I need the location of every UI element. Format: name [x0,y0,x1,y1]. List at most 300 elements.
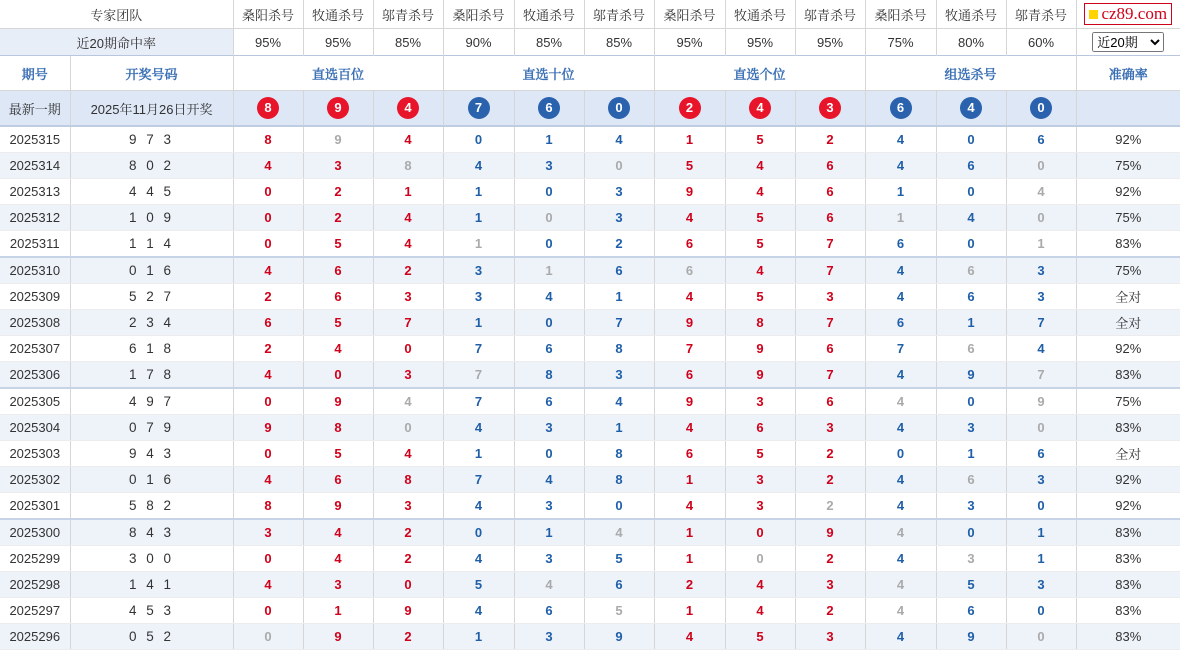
kill-number: 7 [1006,362,1076,389]
kill-number: 8 [373,467,443,493]
issue-number: 2025303 [0,441,70,467]
kill-number: 3 [514,493,584,520]
kill-number: 4 [865,493,936,520]
table-row [0,388,1180,415]
kill-number: 7 [443,362,514,389]
kill-number: 3 [514,415,584,441]
table-row [0,519,1180,546]
kill-number: 6 [936,284,1006,310]
table-row [0,153,1180,179]
issue-number: 2025311 [0,231,70,258]
kill-number: 6 [865,310,936,336]
kill-number: 6 [936,257,1006,284]
draw-number: 5 8 2 [70,493,233,520]
kill-number: 9 [936,362,1006,389]
hit-rate-value: 85% [514,29,584,56]
hit-rate-value: 95% [725,29,795,56]
kill-number: 7 [584,310,654,336]
issue-number: 2025297 [0,598,70,624]
table-row [0,231,1180,258]
kill-number: 0 [514,231,584,258]
kill-number: 3 [514,624,584,650]
latest-pick-ball: 0 [608,97,630,119]
kill-number: 4 [865,362,936,389]
issue-number: 2025307 [0,336,70,362]
expert-name: 邬青杀号 [1006,0,1076,29]
kill-number: 3 [936,546,1006,572]
expert-name: 邬青杀号 [373,0,443,29]
latest-pick-ball: 8 [257,97,279,119]
kill-number: 5 [725,441,795,467]
kill-number: 1 [443,441,514,467]
latest-issue-row [0,91,1180,127]
logo-square-icon [1089,10,1098,19]
kill-number: 0 [373,415,443,441]
kill-number: 3 [303,153,373,179]
kill-number: 3 [584,179,654,205]
hit-rate-label: 近20期命中率 [0,29,233,56]
kill-number: 0 [233,624,303,650]
kill-number: 4 [654,284,725,310]
kill-number: 4 [373,126,443,153]
kill-number: 3 [936,415,1006,441]
kill-number: 1 [654,467,725,493]
kill-number: 1 [584,284,654,310]
hit-rate-value: 95% [233,29,303,56]
kill-number: 4 [865,415,936,441]
kill-number: 5 [725,624,795,650]
col-hundreds: 直选百位 [233,56,443,91]
hit-rate-value: 90% [443,29,514,56]
expert-name: 桑阳杀号 [654,0,725,29]
kill-number: 2 [654,572,725,598]
kill-number: 2 [795,493,865,520]
kill-number: 4 [865,388,936,415]
kill-number: 4 [443,415,514,441]
issue-number: 2025312 [0,205,70,231]
issue-number: 2025302 [0,467,70,493]
kill-number: 0 [1006,153,1076,179]
kill-number: 6 [1006,126,1076,153]
kill-number: 3 [725,467,795,493]
kill-number: 0 [233,205,303,231]
expert-name: 邬青杀号 [795,0,865,29]
draw-number: 9 7 3 [70,126,233,153]
kill-number: 3 [373,362,443,389]
site-logo[interactable] [1084,3,1172,25]
accuracy-value: 83% [1076,362,1180,389]
kill-number: 7 [443,467,514,493]
issue-number: 2025300 [0,519,70,546]
kill-number: 4 [936,205,1006,231]
kill-number: 4 [514,572,584,598]
kill-number: 3 [1006,572,1076,598]
kill-number: 4 [584,126,654,153]
accuracy-value: 92% [1076,179,1180,205]
kill-number: 6 [303,257,373,284]
kill-number: 4 [233,362,303,389]
period-select-cell [1076,29,1180,56]
kill-number: 7 [865,336,936,362]
kill-number: 1 [1006,546,1076,572]
draw-number: 4 5 3 [70,598,233,624]
draw-number: 0 1 6 [70,257,233,284]
hit-rate-value: 80% [936,29,1006,56]
draw-number: 6 1 8 [70,336,233,362]
kill-number: 9 [725,362,795,389]
accuracy-value: 75% [1076,388,1180,415]
kill-number: 8 [725,310,795,336]
kill-number: 4 [865,546,936,572]
kill-number: 0 [584,153,654,179]
kill-number: 9 [795,519,865,546]
kill-number: 4 [373,205,443,231]
kill-number: 2 [373,519,443,546]
col-units: 直选个位 [654,56,865,91]
kill-number: 2 [795,598,865,624]
kill-number: 0 [1006,493,1076,520]
col-draw: 开奖号码 [70,56,233,91]
kill-number: 6 [936,598,1006,624]
kill-number: 2 [795,467,865,493]
issue-number: 2025314 [0,153,70,179]
hit-rate-row [0,29,1180,56]
kill-number: 7 [795,257,865,284]
kill-number: 1 [443,310,514,336]
kill-number: 1 [865,205,936,231]
kill-number: 0 [233,179,303,205]
kill-number: 2 [795,126,865,153]
expert-team-label: 专家团队 [0,0,233,29]
accuracy-value: 83% [1076,519,1180,546]
latest-accuracy-empty [1076,91,1180,127]
kill-number: 1 [443,624,514,650]
kill-number: 4 [865,519,936,546]
kill-number: 4 [373,388,443,415]
expert-name: 桑阳杀号 [233,0,303,29]
kill-number: 5 [725,205,795,231]
kill-number: 7 [795,310,865,336]
kill-number: 0 [514,205,584,231]
kill-number: 8 [584,467,654,493]
kill-number: 4 [443,598,514,624]
kill-number: 1 [936,310,1006,336]
kill-number: 4 [303,336,373,362]
latest-pick-cell [584,91,654,127]
kill-number: 0 [1006,598,1076,624]
kill-number: 5 [725,284,795,310]
kill-number: 6 [233,310,303,336]
kill-number: 9 [303,624,373,650]
col-issue: 期号 [0,56,70,91]
draw-number: 0 7 9 [70,415,233,441]
kill-number: 3 [303,572,373,598]
kill-number: 4 [584,519,654,546]
kill-number: 7 [443,336,514,362]
kill-number: 3 [514,546,584,572]
kill-number: 6 [795,388,865,415]
kill-number: 4 [654,205,725,231]
issue-number: 2025299 [0,546,70,572]
kill-number: 0 [936,231,1006,258]
kill-number: 4 [865,126,936,153]
hit-rate-value: 60% [1006,29,1076,56]
kill-number: 0 [443,126,514,153]
kill-number: 5 [725,231,795,258]
kill-number: 6 [936,467,1006,493]
expert-team-row [0,0,1180,29]
kill-number: 1 [514,257,584,284]
accuracy-value: 83% [1076,598,1180,624]
accuracy-value: 75% [1076,257,1180,284]
table-row [0,467,1180,493]
kill-number: 7 [795,362,865,389]
kill-number: 6 [795,179,865,205]
table-row [0,284,1180,310]
latest-pick-ball: 4 [960,97,982,119]
table-row [0,415,1180,441]
draw-number: 1 0 9 [70,205,233,231]
kill-number: 6 [865,231,936,258]
kill-number: 9 [303,493,373,520]
kill-number: 1 [514,519,584,546]
kill-number: 8 [514,362,584,389]
col-tens: 直选十位 [443,56,654,91]
kill-number: 5 [303,441,373,467]
kill-number: 9 [654,388,725,415]
kill-number: 4 [443,153,514,179]
kill-number: 4 [1006,179,1076,205]
table-row [0,205,1180,231]
latest-pick-ball: 9 [327,97,349,119]
accuracy-value: 83% [1076,546,1180,572]
kill-number: 0 [373,336,443,362]
kill-number: 1 [514,126,584,153]
accuracy-value: 75% [1076,153,1180,179]
table-row [0,572,1180,598]
draw-number: 5 2 7 [70,284,233,310]
latest-label: 最新一期 [0,91,70,127]
kill-number: 6 [1006,441,1076,467]
hit-rate-value: 75% [865,29,936,56]
kill-number: 6 [936,153,1006,179]
issue-number: 2025313 [0,179,70,205]
kill-number: 4 [725,179,795,205]
kill-number: 0 [725,519,795,546]
kill-number: 4 [514,467,584,493]
kill-number: 0 [936,519,1006,546]
kill-number: 7 [443,388,514,415]
kill-number: 9 [584,624,654,650]
kill-number: 5 [584,546,654,572]
kill-number: 0 [373,572,443,598]
kill-number: 2 [303,205,373,231]
kill-number: 9 [373,598,443,624]
latest-pick-ball: 2 [679,97,701,119]
kill-number: 0 [514,310,584,336]
kill-number: 3 [584,362,654,389]
kill-number: 1 [584,415,654,441]
kill-number: 9 [936,624,1006,650]
col-group: 组选杀号 [865,56,1076,91]
kill-number: 4 [233,153,303,179]
kill-number: 1 [936,441,1006,467]
kill-number: 2 [373,546,443,572]
kill-number: 1 [373,179,443,205]
kill-number: 1 [654,519,725,546]
kill-number: 1 [303,598,373,624]
latest-pick-ball: 6 [890,97,912,119]
kill-number: 3 [373,284,443,310]
accuracy-value: 全对 [1076,284,1180,310]
hit-rate-value: 95% [654,29,725,56]
kill-number: 3 [514,153,584,179]
draw-number: 1 1 4 [70,231,233,258]
kill-number: 0 [443,519,514,546]
kill-number: 4 [725,598,795,624]
kill-number: 8 [233,126,303,153]
kill-number: 1 [443,231,514,258]
kill-number: 9 [1006,388,1076,415]
kill-number: 6 [936,336,1006,362]
latest-pick-cell [865,91,936,127]
kill-number: 6 [795,205,865,231]
table-row [0,362,1180,389]
expert-name: 牧通杀号 [725,0,795,29]
kill-number: 6 [654,441,725,467]
kill-number: 5 [303,310,373,336]
kill-number: 0 [233,546,303,572]
accuracy-value: 75% [1076,205,1180,231]
logo-text: cz89.com [1101,4,1168,23]
issue-number: 2025305 [0,388,70,415]
kill-number: 2 [233,336,303,362]
latest-pick-cell [514,91,584,127]
latest-pick-ball: 3 [819,97,841,119]
kill-number: 4 [865,624,936,650]
kill-number: 8 [584,336,654,362]
kill-number: 6 [303,284,373,310]
kill-number: 0 [725,546,795,572]
table-row [0,126,1180,153]
period-select[interactable] [1092,32,1164,52]
kill-number: 1 [443,205,514,231]
accuracy-value: 92% [1076,467,1180,493]
kill-number: 3 [233,519,303,546]
kill-number: 7 [1006,310,1076,336]
kill-number: 7 [795,231,865,258]
table-row [0,546,1180,572]
kill-number: 6 [514,388,584,415]
kill-number: 5 [584,598,654,624]
kill-number: 0 [514,179,584,205]
accuracy-value: 92% [1076,126,1180,153]
latest-pick-cell [373,91,443,127]
issue-number: 2025308 [0,310,70,336]
accuracy-value: 全对 [1076,310,1180,336]
kill-number: 2 [233,284,303,310]
issue-number: 2025310 [0,257,70,284]
kill-number: 6 [654,362,725,389]
draw-number: 8 0 2 [70,153,233,179]
table-row [0,493,1180,520]
accuracy-value: 92% [1076,336,1180,362]
latest-pick-cell [654,91,725,127]
kill-number: 3 [1006,257,1076,284]
draw-number: 3 0 0 [70,546,233,572]
kill-number: 6 [654,231,725,258]
latest-pick-cell [1006,91,1076,127]
hit-rate-value: 85% [584,29,654,56]
latest-pick-cell [303,91,373,127]
table-row [0,441,1180,467]
latest-pick-ball: 6 [538,97,560,119]
kill-number: 2 [584,231,654,258]
draw-number: 4 4 5 [70,179,233,205]
kill-number: 4 [514,284,584,310]
issue-number: 2025315 [0,126,70,153]
issue-number: 2025296 [0,624,70,650]
latest-pick-ball: 0 [1030,97,1052,119]
hit-rate-value: 85% [373,29,443,56]
kill-number: 2 [303,179,373,205]
kill-number: 6 [584,257,654,284]
latest-pick-cell [725,91,795,127]
draw-number: 0 1 6 [70,467,233,493]
kill-number: 3 [584,205,654,231]
kill-number: 4 [654,624,725,650]
expert-name: 桑阳杀号 [865,0,936,29]
kill-number: 4 [233,257,303,284]
kill-number: 4 [654,415,725,441]
table-row [0,598,1180,624]
kill-number: 3 [373,493,443,520]
kill-number: 8 [303,415,373,441]
kill-number: 9 [303,388,373,415]
latest-pick-ball: 4 [397,97,419,119]
kill-number: 0 [1006,205,1076,231]
draw-number: 1 4 1 [70,572,233,598]
kill-number: 8 [233,493,303,520]
kill-number: 7 [654,336,725,362]
table-row [0,624,1180,650]
kill-number: 9 [725,336,795,362]
accuracy-value: 83% [1076,572,1180,598]
kill-number: 4 [865,598,936,624]
kill-number: 1 [1006,231,1076,258]
kill-number: 4 [725,572,795,598]
issue-number: 2025309 [0,284,70,310]
kill-number: 4 [654,493,725,520]
issue-number: 2025306 [0,362,70,389]
kill-number: 1 [654,126,725,153]
table-row [0,179,1180,205]
latest-pick-ball: 7 [468,97,490,119]
kill-number: 3 [795,284,865,310]
kill-number: 6 [303,467,373,493]
kill-number: 3 [795,415,865,441]
kill-number: 0 [233,598,303,624]
kill-number: 1 [865,179,936,205]
kill-number: 6 [584,572,654,598]
expert-name: 桑阳杀号 [443,0,514,29]
kill-number: 4 [725,257,795,284]
expert-name: 牧通杀号 [303,0,373,29]
kill-number: 4 [865,467,936,493]
kill-number: 4 [233,572,303,598]
kill-number: 0 [1006,624,1076,650]
draw-number: 8 4 3 [70,519,233,546]
